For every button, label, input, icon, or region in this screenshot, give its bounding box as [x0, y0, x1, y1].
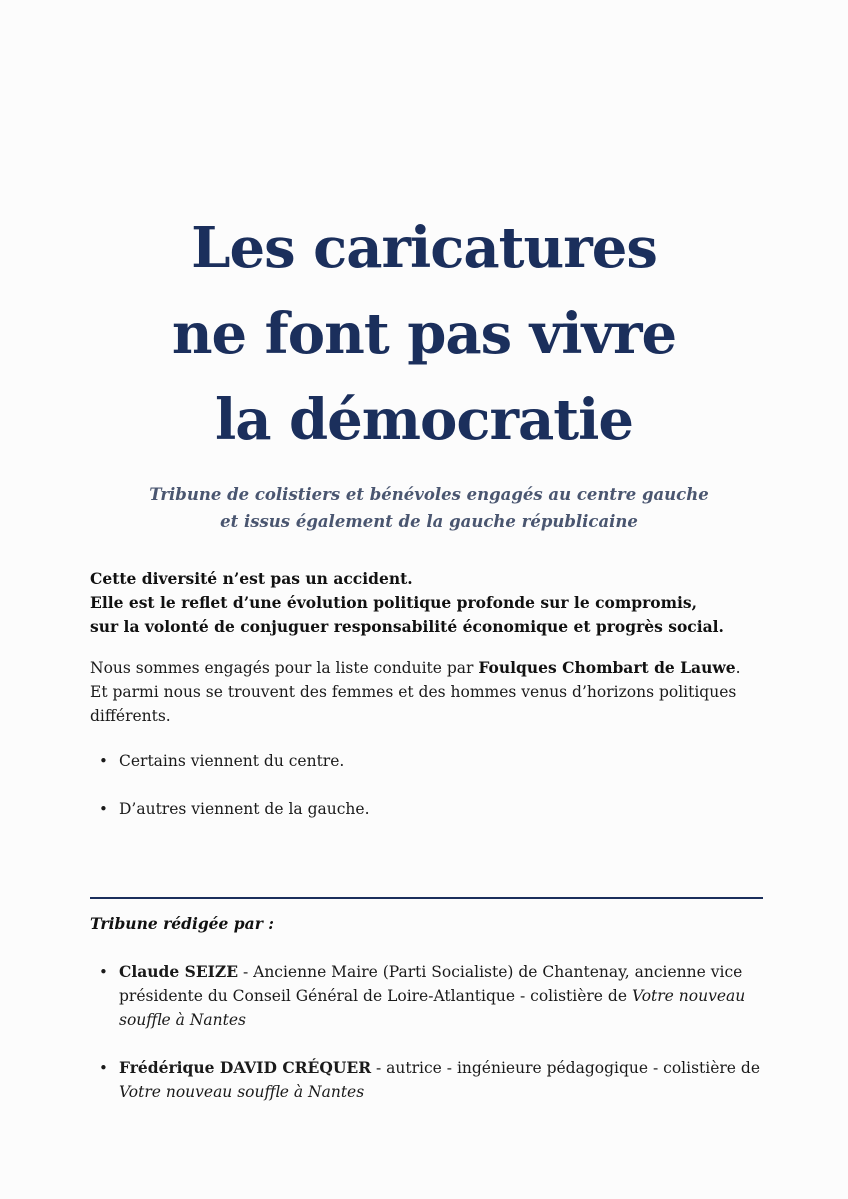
- title-line-1: Les caricatures: [191, 215, 657, 281]
- authors-label: Tribune rédigée par :: [90, 914, 274, 933]
- list-item: [90, 749, 770, 773]
- intro-text-after: .: [735, 659, 741, 677]
- title-line-3: la démocratie: [214, 387, 634, 453]
- author-name: Claude SEIZE: [119, 962, 239, 981]
- origin-text: D’autres viennent de la gauche.: [119, 800, 370, 818]
- lead-line-2: Elle est le reflet d’une évolution politique profonde sur le compromis,: [90, 593, 698, 612]
- subtitle-line-1: Tribune de colistiers et bénévoles engagés au centre gauche: [149, 485, 709, 504]
- section-divider: [90, 897, 763, 899]
- lead-line-3: sur la volonté de conjuguer responsabilité économique et progrès social.: [90, 617, 724, 636]
- list-item: [90, 797, 770, 821]
- author-name: Frédérique DAVID CRÉQUER: [119, 1058, 372, 1077]
- subtitle-line-2: et issus également de la gauche républicaine: [220, 512, 638, 531]
- bullet-icon: •: [99, 800, 108, 818]
- list-leader-name: Foulques Chombart de Lauwe: [478, 658, 736, 677]
- bullet-icon: •: [99, 1059, 108, 1077]
- intro-paragraph: [90, 656, 770, 728]
- intro-line-2: Et parmi nous se trouvent des femmes et des hommes venus d’horizons politiques différents.: [90, 683, 737, 725]
- page-title: [0, 205, 848, 463]
- subtitle: [0, 481, 848, 535]
- lead-line-1: Cette diversité n’est pas un accident.: [90, 569, 413, 588]
- authors-list: [90, 960, 770, 1104]
- bullet-icon: •: [99, 963, 108, 981]
- title-line-2: ne font pas vivre: [171, 301, 677, 367]
- origin-text: Certains viennent du centre.: [119, 752, 345, 770]
- intro-text-before: Nous sommes engagés pour la liste conduite par: [90, 659, 479, 677]
- lead-paragraph: [90, 567, 780, 639]
- author-item: [90, 1056, 770, 1104]
- bullet-icon: •: [99, 752, 108, 770]
- author-description: - autrice - ingénieure pédagogique - colistière de: [371, 1059, 760, 1077]
- author-item: [90, 960, 770, 1032]
- origins-list: [90, 749, 770, 821]
- author-list-name: Votre nouveau souffle à Nantes: [119, 1083, 365, 1101]
- author-list-name: Votre nouveau souffle à Nantes: [119, 987, 746, 1029]
- author-description: - Ancienne Maire (Parti Socialiste) de Chantenay, ancienne vice présidente du Conseil Général de Loire-Atlantique - colistière de: [119, 963, 743, 1005]
